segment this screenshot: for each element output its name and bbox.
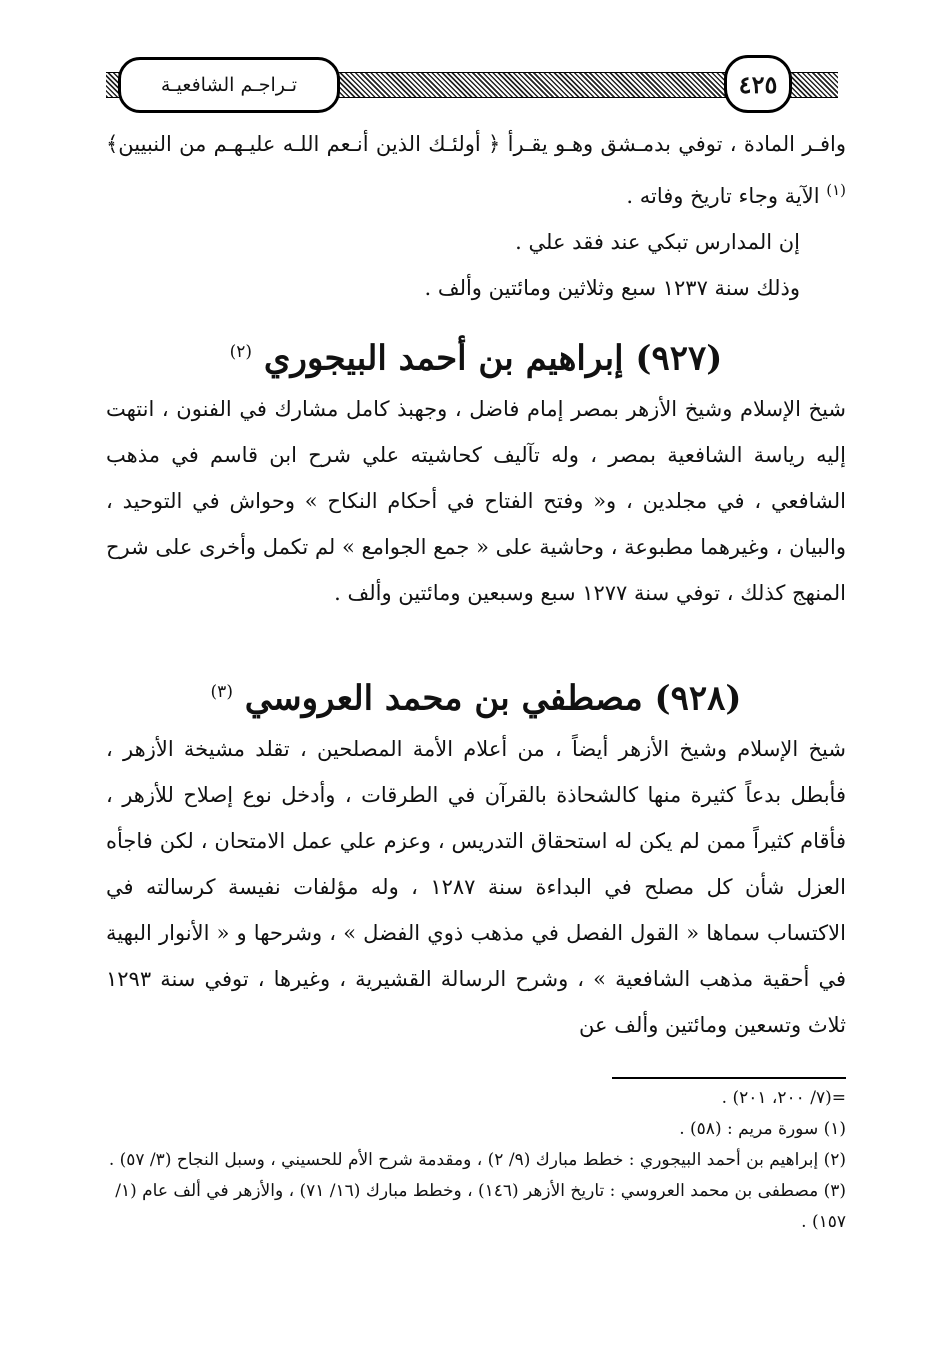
header-ornament-right [790,72,838,98]
biography-928-text: شيخ الإسلام وشيخ الأزهر أيضاً ، من أعلام الأمة المصلحين ، تقلد مشيخة الأزهر ، فأبطل بدعاً كثيرة منها كالشحاذة بالقرآن في الطرقات ، وأدخل نوع إصلاح للأزهر ، فأقام كثيراً ممن لم يكن له استحقاق التدريس ، وعزم علي عمل الامتحان ، لكن فاجأه العزل شأن كل مصلح في البداءة سنة ١٢٨٧ ، وله مؤلفات نفيسة كرسالته في الاكتساب سماها « القول الفصل في مذهب ذوي الفضل » ، وشرحها و « الأنوار البهية في أحقية مذهب الشافعية » ، وشرح الرسالة القشيرية ، وغيرها ، توفي سنة ١٢٩٣ ثلاث وتسعين ومائتين وألف عن [106,737,846,1038]
header-ornament-middle [338,72,726,98]
biography-928-heading [106,664,846,726]
biography-927-title: (٩٢٧) إبراهيم بن أحمد البيجوري [263,338,723,379]
footnotes [106,1083,846,1238]
intro-text-after-ref: الآية وجاء تاريخ وفاته . [626,184,827,208]
date-line: وذلك سنة ١٢٣٧ سبع وثلاثين ومائتين وألف . [424,276,800,300]
biography-927 [106,324,846,616]
footnote-ref-2: (٢) [229,342,253,362]
footnote-ref-3: (٣) [210,682,233,702]
footnote-divider [612,1077,846,1079]
running-title: تـراجـم الشافعيـة [118,57,340,113]
footnote-1: (١) سورة مريم : (٥٨) . [679,1119,846,1139]
footnote-ref-1: (١) [826,181,846,199]
footnote-2: (٢) إبراهيم بن أحمد البيجوري : خطط مبارك (٩/ ٢) ، ومقدمة شرح الأم للحسيني ، وسبل النجاح (٣/ ٥٧) . [108,1150,846,1170]
verse-line: إن المدارس تبكي عند فقد علي . [515,230,800,254]
biography-928 [106,664,846,1048]
biography-927-heading [106,324,846,386]
biography-927-text: شيخ الإسلام وشيخ الأزهر بمصر إمام فاضل ، وجهبذ كامل مشارك في الفنون ، انتهت إليه رياسة الشافعية بمصر ، وله تآليف كحاشيته علي شرح ابن قاسم في مذهب الشافعي ، في مجلدين ، و« وفتح الفتاح في أحكام النكاح » وحواش في التوحيد ، والبيان ، وغيرهما مطبوعة ، وحاشية على « جمع الجوامع » لم تكمل وأخرى على شرح المنهج كذلك ، توفي سنة ١٢٧٧ سبع وسبعين ومائتين وألف . [106,397,846,606]
biography-928-title: (٩٢٨) مصطفي بن محمد العروسي [244,678,742,719]
intro-section [106,121,846,311]
page-number: ٤٢٥ [724,55,792,113]
footnote-3: (٣) مصطفى بن محمد العروسي : تاريخ الأزهر (١٤٦) ، وخطط مبارك (١٦/ ٧١) ، والأزهر في ألف عام (١/ ١٥٧) . [115,1181,846,1232]
intro-paragraph [106,121,846,219]
intro-text-before-ref: وافـر المادة ، توفي بدمـشق وهـو يقـرأ ﴿ أولئـك الذين أنـعم اللـه عليـهـم من النبيين﴾ [106,132,846,156]
footnote-continued: =(٧/ ٢٠٠، ٢٠١) . [721,1088,846,1108]
page-header [0,0,937,120]
